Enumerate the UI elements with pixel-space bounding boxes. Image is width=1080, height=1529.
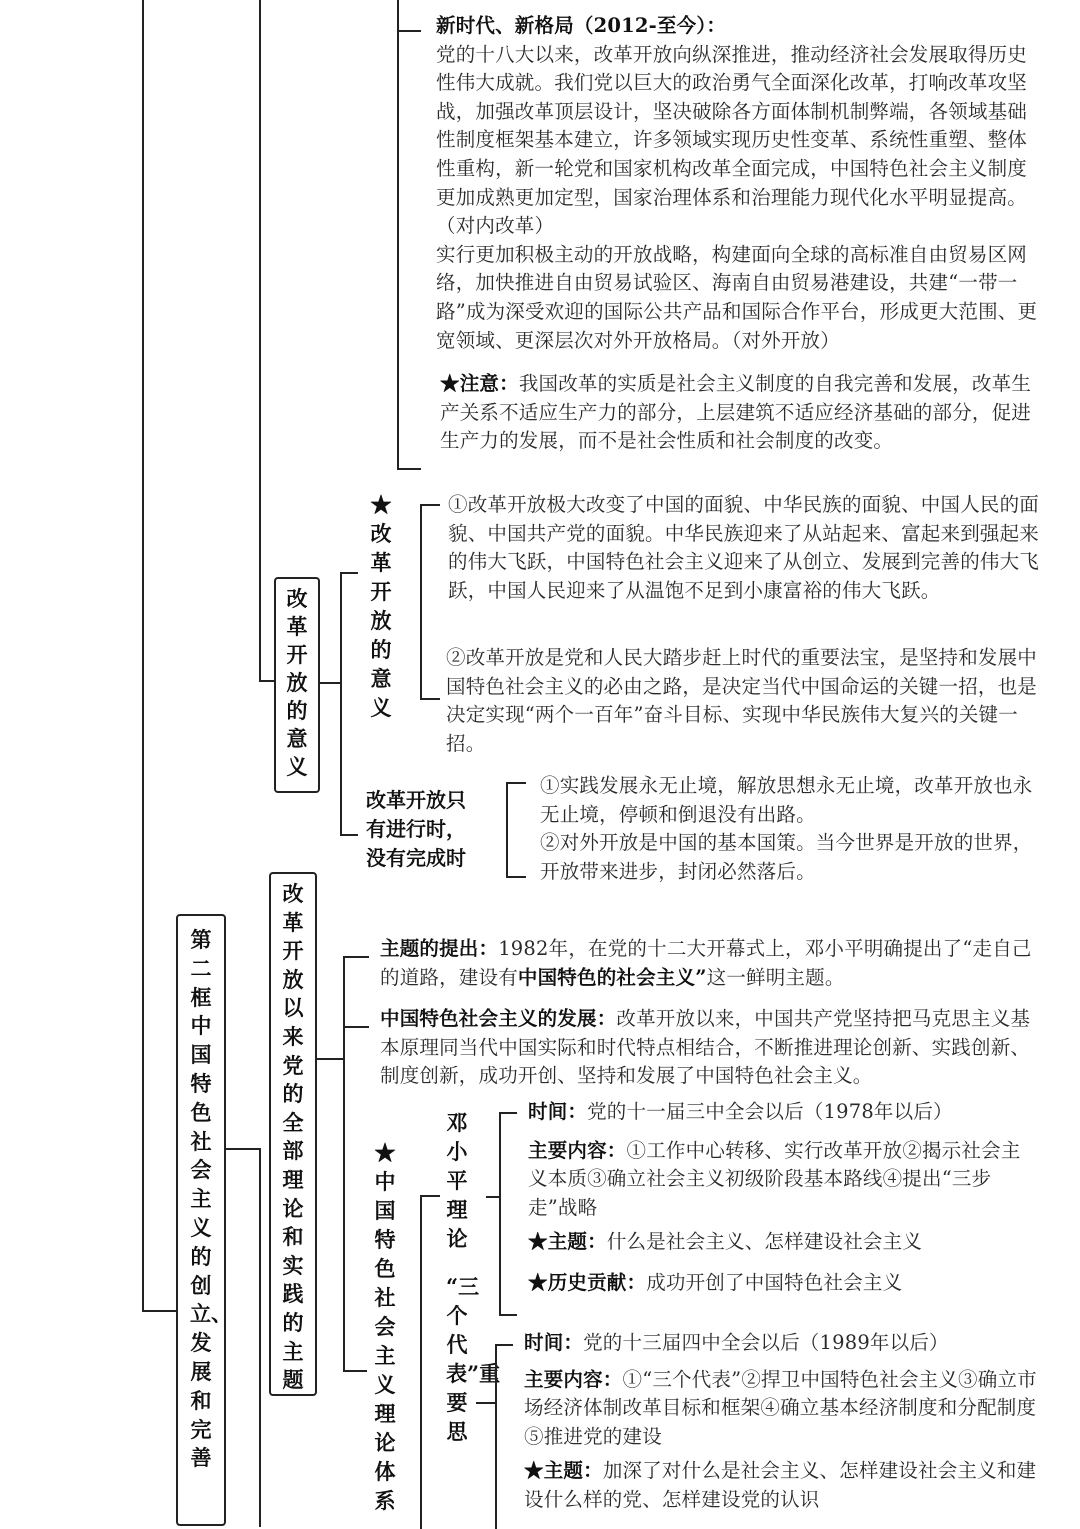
three-represents-connector	[476, 1402, 496, 1404]
new-era-domestic-reform: 党的十八大以来，改革开放向纵深推进，推动经济社会发展取得历史性伟大成就。我们党以巨大的政治勇气全面深化改革，打响改革攻坚战，加强改革顶层设计，坚决破除各方面体制机制弊端，各领域基础性制度框架基本建立，许多领域实现历史性变革、系统性重塑、整体性重构，新一轮党和国家机构改革全面完成，中国特色社会主义制度更加成熟更加定型，国家治理体系和治理能力现代化水平明显提高。（对内改革）	[436, 42, 1028, 238]
theme-box	[269, 872, 317, 1396]
deng-contribution-text: 成功开创了中国特色社会主义	[646, 1270, 903, 1294]
theme-development	[380, 1005, 1044, 1091]
significance-box-label: 改革开放的意义	[286, 586, 308, 779]
significance-star-label: ★改革开放的意义	[370, 492, 392, 720]
three-represents-bracket	[495, 1344, 513, 1529]
deng-connector	[486, 1196, 500, 1198]
three-rep-theme-label: ★主题：	[524, 1459, 603, 1483]
new-era-note	[440, 370, 1040, 472]
development-text: 改革开放以来，中国共产党坚持把马克思主义基本原理同当代中国实际和时代特点相结合，不断推进理论创新、实践创新、制度创新，成功开创、坚持和发展了中国特色社会主义。	[380, 1007, 1031, 1088]
theme-proposal	[380, 935, 1040, 992]
ongoing-item-1: ①实践发展永无止境，解放思想永无止境，改革开放也永无止境，停顿和倒退没有出路。	[540, 774, 1033, 826]
significance-item-1: ①改革开放极大改变了中国的面貌、中华民族的面貌、中国人民的面貌、中国共产党的面貌。中华民族迎来了从站起来、富起来到强起来的伟大飞跃，中国特色社会主义迎来了从创立、发展到完善的伟大飞跃，中国人民迎来了从温饱不足到小康富裕的伟大飞跃。	[448, 493, 1040, 602]
theme-branch-tick-1	[343, 956, 369, 958]
new-era-section	[436, 12, 1040, 355]
theme-box-label: 改革开放以来党的全部理论和实践的主题	[282, 881, 304, 1393]
deng-contribution-label: ★历史贡献：	[528, 1270, 647, 1294]
three-represents-details	[524, 1329, 1040, 1515]
third-trunk-line	[397, 0, 399, 470]
main-trunk-line	[142, 0, 144, 1312]
significance-box-connector	[320, 682, 342, 684]
significance-items-bracket	[420, 504, 440, 700]
proposal-label: 主题的提出：	[380, 937, 499, 960]
three-rep-content-label: 主要内容：	[524, 1367, 623, 1391]
note-text: 我国改革的实质是社会主义制度的自我完善和发展，改革生产关系不适应生产力的部分，上层建筑不适应经济基础的部分，促进生产力的发展，而不是社会性质和社会制度的改变。	[440, 372, 1032, 453]
lesson-2-box	[176, 914, 233, 1526]
new-era-bottom-tick	[397, 468, 421, 470]
three-rep-time-label: 时间：	[524, 1331, 584, 1354]
significance-box	[274, 577, 320, 793]
deng-content-text: ①工作中心转移、实行改革开放②揭示社会主义本质③确立社会主义初级阶段基本路线④提出“三步走”战略	[528, 1138, 1021, 1219]
proposal-bold: 中国特色的社会主义”	[517, 965, 707, 989]
ongoing-label-line-3: 没有完成时	[366, 846, 466, 870]
second-trunk-to-significance-connector	[259, 680, 275, 682]
proposal-text-a: 1982年，在党的十二大开幕式上，邓小平明确提出了“走自己的道路，建设有	[380, 937, 1032, 989]
proposal-text-b: 这一鲜明主题。	[706, 965, 845, 989]
three-represents-label: “三个代表”重要思	[446, 1274, 501, 1444]
deng-content-label: 主要内容：	[528, 1138, 627, 1162]
theme-box-connector	[317, 1058, 345, 1060]
lesson-2-box-label: 第二框 中国特色社会主义的创立、发展和完善	[190, 927, 233, 1471]
significance-item-2: ②改革开放是党和人民大踏步赶上时代的重要法宝，是坚持和发展中国特色社会主义的必由之路，是决定当代中国命运的关键一招，也是决定实现“两个一百年”奋斗目标、实现中华民族伟大复兴的关键一招。	[446, 646, 1038, 755]
new-era-heading: 新时代、新格局（2012-至今）：	[436, 14, 727, 37]
theme-branch-tick-3	[343, 1370, 367, 1372]
ongoing-items	[540, 772, 1040, 886]
second-trunk-line	[259, 0, 261, 682]
deng-theme-label: ★主题：	[528, 1230, 607, 1254]
deng-bracket	[499, 1112, 517, 1316]
deng-time-text: 党的十一届三中全会以后（1978年以后）	[587, 1100, 953, 1123]
deng-theory-label: 邓小平理论	[446, 1110, 468, 1251]
ongoing-label-line-1: 改革开放只	[366, 788, 466, 812]
deng-theme-text: 什么是社会主义、怎样建设社会主义	[606, 1230, 923, 1254]
theme-branch-tick-2	[343, 1026, 369, 1028]
new-era-opening-up: 实行更加积极主动的开放战略，构建面向全球的高标准自由贸易区网络，加快推进自由贸易试验区、海南自由贸易港建设，共建“一带一路”成为深受欢迎的国际公共产品和国际合作平台，形成更大范围、更宽领域、更深层次对外开放格局。（对外开放）	[436, 242, 1038, 352]
new-era-tick	[397, 30, 421, 32]
development-label: 中国特色社会主义的发展：	[380, 1007, 617, 1030]
three-rep-content-text: ①“三个代表”②捍卫中国特色社会主义③确立市场经济体制改革目标和框架④确立基本经济制度和分配制度⑤推进党的建设	[524, 1367, 1037, 1448]
note-label: ★注意：	[440, 372, 519, 395]
three-rep-theme-text: 加深了对什么是社会主义、怎样建设社会主义和建设什么样的党、怎样建设党的认识	[524, 1459, 1037, 1511]
lesson-2-vertical-line	[259, 1148, 261, 1527]
theory-system-bracket	[420, 1195, 440, 1529]
ongoing-bracket	[506, 782, 526, 878]
theme-branch-vertical	[343, 956, 345, 1372]
lesson-2-connector	[226, 1148, 260, 1150]
theory-system-label: ★中国特色社会主义理论体系	[374, 1140, 396, 1513]
deng-details	[528, 1098, 1038, 1298]
significance-bracket	[340, 572, 358, 836]
three-rep-time-text: 党的十三届四中全会以后（1989年以后）	[583, 1331, 949, 1354]
deng-time-label: 时间：	[528, 1100, 588, 1123]
ongoing-item-2: ②对外开放是中国的基本国策。当今世界是开放的世界，开放带来进步，封闭必然落后。	[540, 831, 1033, 883]
trunk-to-lesson-connector	[142, 1310, 176, 1312]
ongoing-label-line-2: 有进行时，	[366, 817, 466, 841]
ongoing-label	[366, 786, 496, 873]
